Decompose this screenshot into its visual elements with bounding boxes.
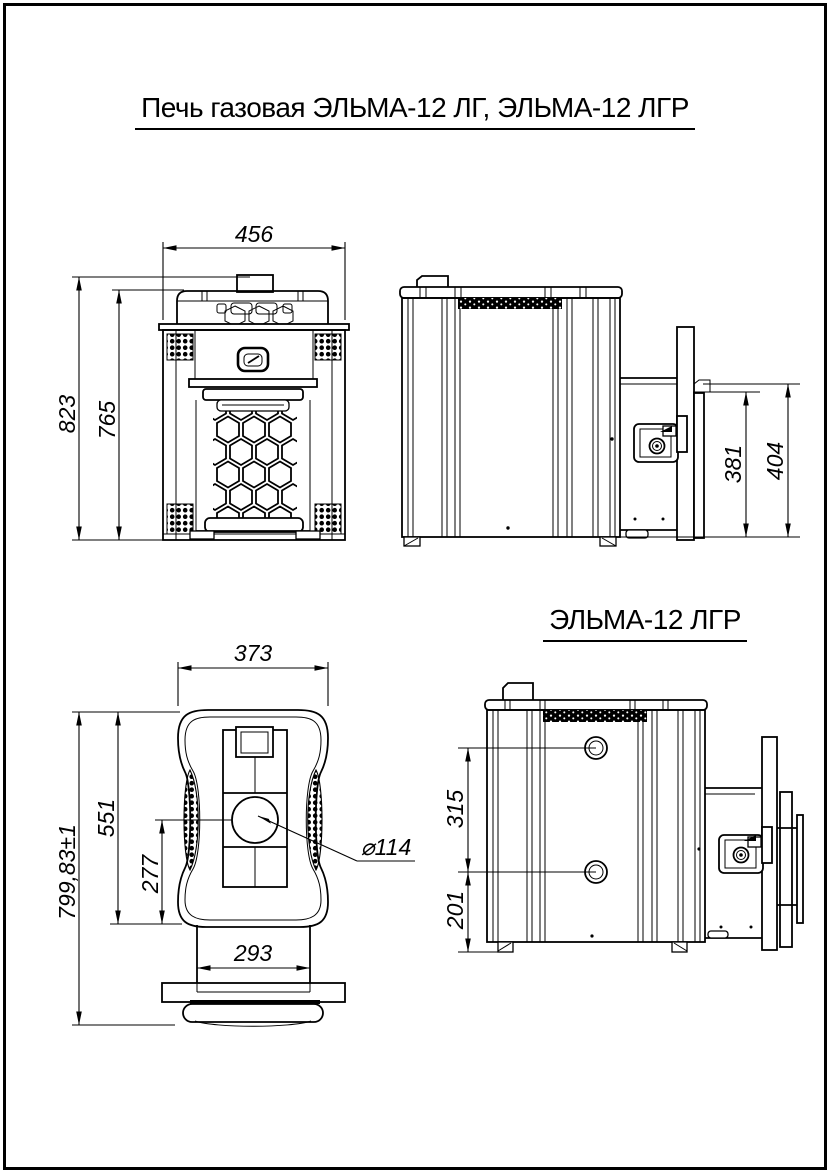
page-title-text: Печь газовая ЭЛЬМА-12 ЛГ, ЭЛЬМА-12 ЛГР bbox=[135, 92, 695, 130]
side-lg-body bbox=[402, 298, 620, 537]
top-right-mesh bbox=[308, 770, 322, 870]
side-lg-mesh-band bbox=[458, 298, 562, 309]
dim-side-lgr-201 bbox=[442, 872, 468, 952]
side-view-lg bbox=[400, 276, 800, 546]
dim-side-lg-404 bbox=[762, 384, 788, 537]
dim-side-lg-404-label: 404 bbox=[762, 441, 788, 481]
side-view-lgr bbox=[442, 683, 803, 952]
dim-side-lgr-315 bbox=[442, 748, 468, 872]
dim-top-depth-body-label: 551 bbox=[93, 798, 119, 838]
front-corner-mesh bbox=[167, 334, 341, 534]
side-lg-ribs bbox=[408, 298, 615, 537]
dim-side-lg-381-label: 381 bbox=[720, 444, 746, 484]
side-lgr-feet bbox=[498, 942, 687, 952]
side-lgr-cap bbox=[485, 700, 707, 710]
front-tray bbox=[189, 379, 317, 411]
dim-side-lgr-315-label: 315 bbox=[442, 789, 468, 829]
dim-top-chimney-center-label: 277 bbox=[137, 854, 163, 894]
dim-top-depth-body bbox=[93, 712, 119, 924]
dim-front-height-total-label: 823 bbox=[54, 394, 80, 434]
dim-front-width-label: 456 bbox=[234, 221, 274, 247]
dim-top-tunnel-width bbox=[197, 940, 310, 968]
dim-side-lg-381 bbox=[720, 392, 746, 537]
front-door-handle bbox=[238, 348, 268, 371]
side-lg-cap bbox=[400, 287, 622, 298]
dim-side-lgr-201-label: 201 bbox=[442, 890, 468, 930]
dim-top-chimney-center bbox=[137, 820, 163, 924]
side-lg-feet bbox=[404, 537, 616, 546]
dim-top-tunnel-width-label: 293 bbox=[233, 940, 273, 966]
dim-front-height-body-label: 765 bbox=[94, 400, 120, 440]
variant-subtitle-text: ЭЛЬМА-12 ЛГР bbox=[543, 604, 747, 642]
front-top-cap bbox=[177, 291, 328, 327]
side-lgr-chimney bbox=[503, 683, 533, 700]
dim-top-depth-total-label: 799,83±1 bbox=[54, 824, 80, 920]
dim-top-width-label: 373 bbox=[233, 640, 273, 666]
dim-top-depth-total bbox=[54, 712, 80, 1025]
side-lgr-mesh-band bbox=[543, 710, 647, 722]
front-honeycomb-panel bbox=[204, 394, 304, 533]
top-chimney-hole bbox=[232, 797, 278, 843]
dim-top-width bbox=[178, 640, 328, 668]
dim-front-width bbox=[163, 221, 345, 248]
top-fire-channel bbox=[223, 727, 287, 887]
dim-top-chimney-diameter-label: ⌀114 bbox=[360, 834, 412, 860]
top-view bbox=[54, 640, 415, 1026]
front-view bbox=[54, 221, 349, 540]
dim-front-height-body bbox=[94, 290, 120, 540]
dim-top-chimney-diameter bbox=[258, 816, 415, 861]
dim-front-height-total bbox=[54, 277, 80, 540]
top-left-mesh bbox=[184, 770, 198, 870]
